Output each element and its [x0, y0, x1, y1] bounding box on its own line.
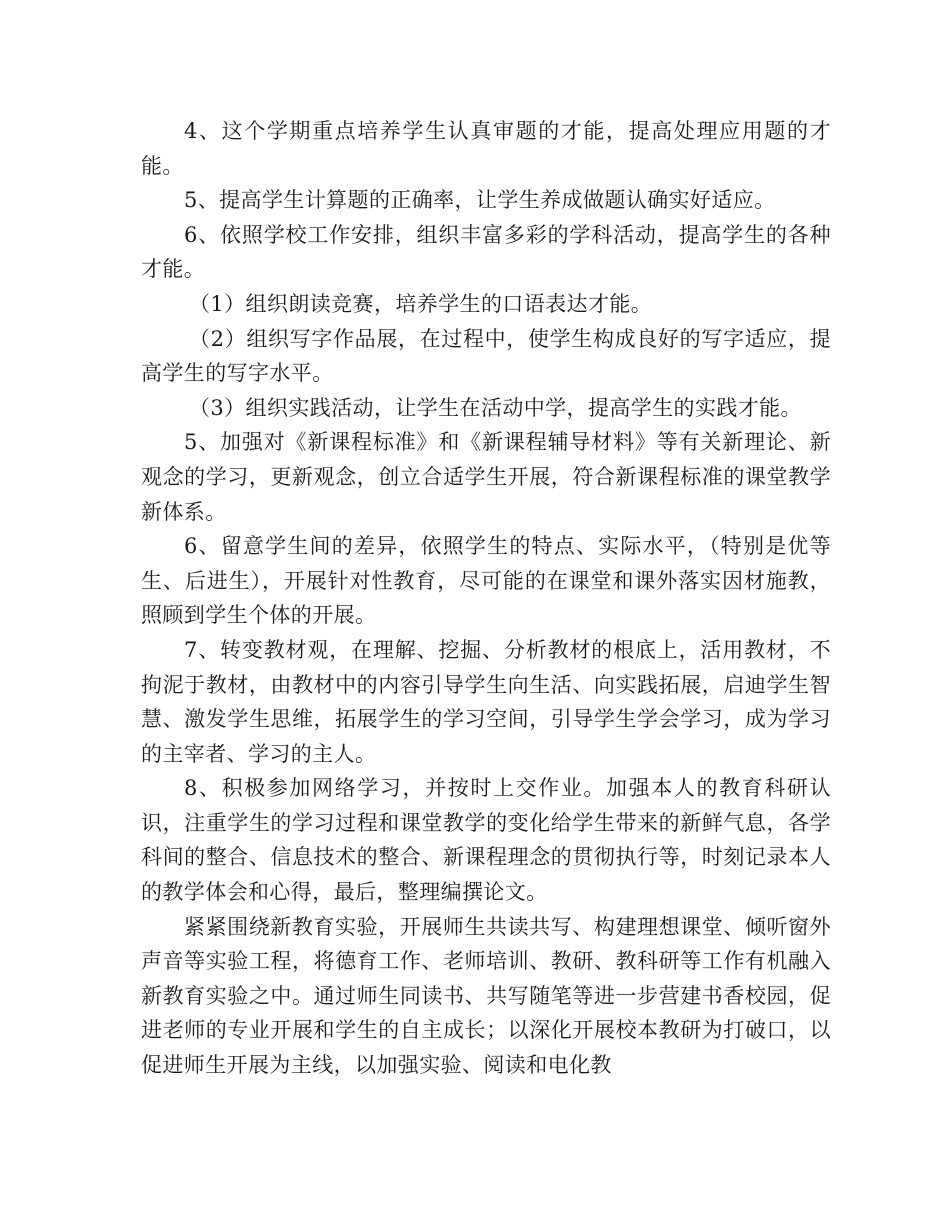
paragraph-item-4: 4、这个学期重点培养学生认真审题的才能，提高处理应用题的才能。	[141, 119, 831, 178]
paragraph-subitem-2: （2）组织写字作品展，在过程中，使学生构成良好的写字适应，提高学生的写字水平。	[141, 326, 831, 386]
document-body	[141, 114, 831, 1083]
paragraph-summary: 紧紧围绕新教育实验，开展师生共读共写、构建理想课堂、倾听窗外声音等实验工程，将德育工作、老师培训、教研、教科研等工作有机融入新教育实验之中。通过师生同读书、共写随笔等进一步营建书香校园，促进老师的专业开展和学生的自主成长；以深化开展校本教研为打破口，以促进师生开展为主线，以加强实验、阅读和电化教	[141, 914, 831, 1078]
paragraph-item-7: 7、转变教材观，在理解、挖掘、分析教材的根底上，活用教材，不拘泥于教材，由教材中的内容引导学生向生活、向实践拓展，启迪学生智慧、激发学生思维，拓展学生的学习空间，引导学生学会学习，成为学习的主宰者、学习的主人。	[141, 637, 831, 766]
paragraph-item-6: 6、依照学校工作安排，组织丰富多彩的学科活动，提高学生的各种才能。	[141, 222, 831, 282]
paragraph-subitem-3: （3）组织实践活动，让学生在活动中学，提高学生的实践才能。	[189, 395, 802, 420]
paragraph-item-6b: 6、留意学生间的差异，依照学生的特点、实际水平，（特别是优等生、后进生），开展针对性教育，尽可能的在课堂和课外落实因材施教，照顾到学生个体的开展。	[141, 534, 831, 628]
paragraph-item-5b: 5、加强对《新课程标准》和《新课程辅导材料》等有关新理论、新观念的学习，更新观念，创立合适学生开展，符合新课程标准的课堂教学新体系。	[141, 430, 831, 524]
paragraph-item-8: 8、积极参加网络学习，并按时上交作业。加强本人的教育科研认识，注重学生的学习过程和课堂教学的变化给学生带来的新鲜气息，各学科间的整合、信息技术的整合、新课程理念的贯彻执行等，时刻记录本人的教学体会和心得，最后，整理编撰论文。	[141, 776, 831, 905]
paragraph-subitem-1: （1）组织朗读竞赛，培养学生的口语表达才能。	[189, 291, 653, 316]
paragraph-item-5: 5、提高学生计算题的正确率，让学生养成做题认确实好适应。	[184, 188, 776, 213]
